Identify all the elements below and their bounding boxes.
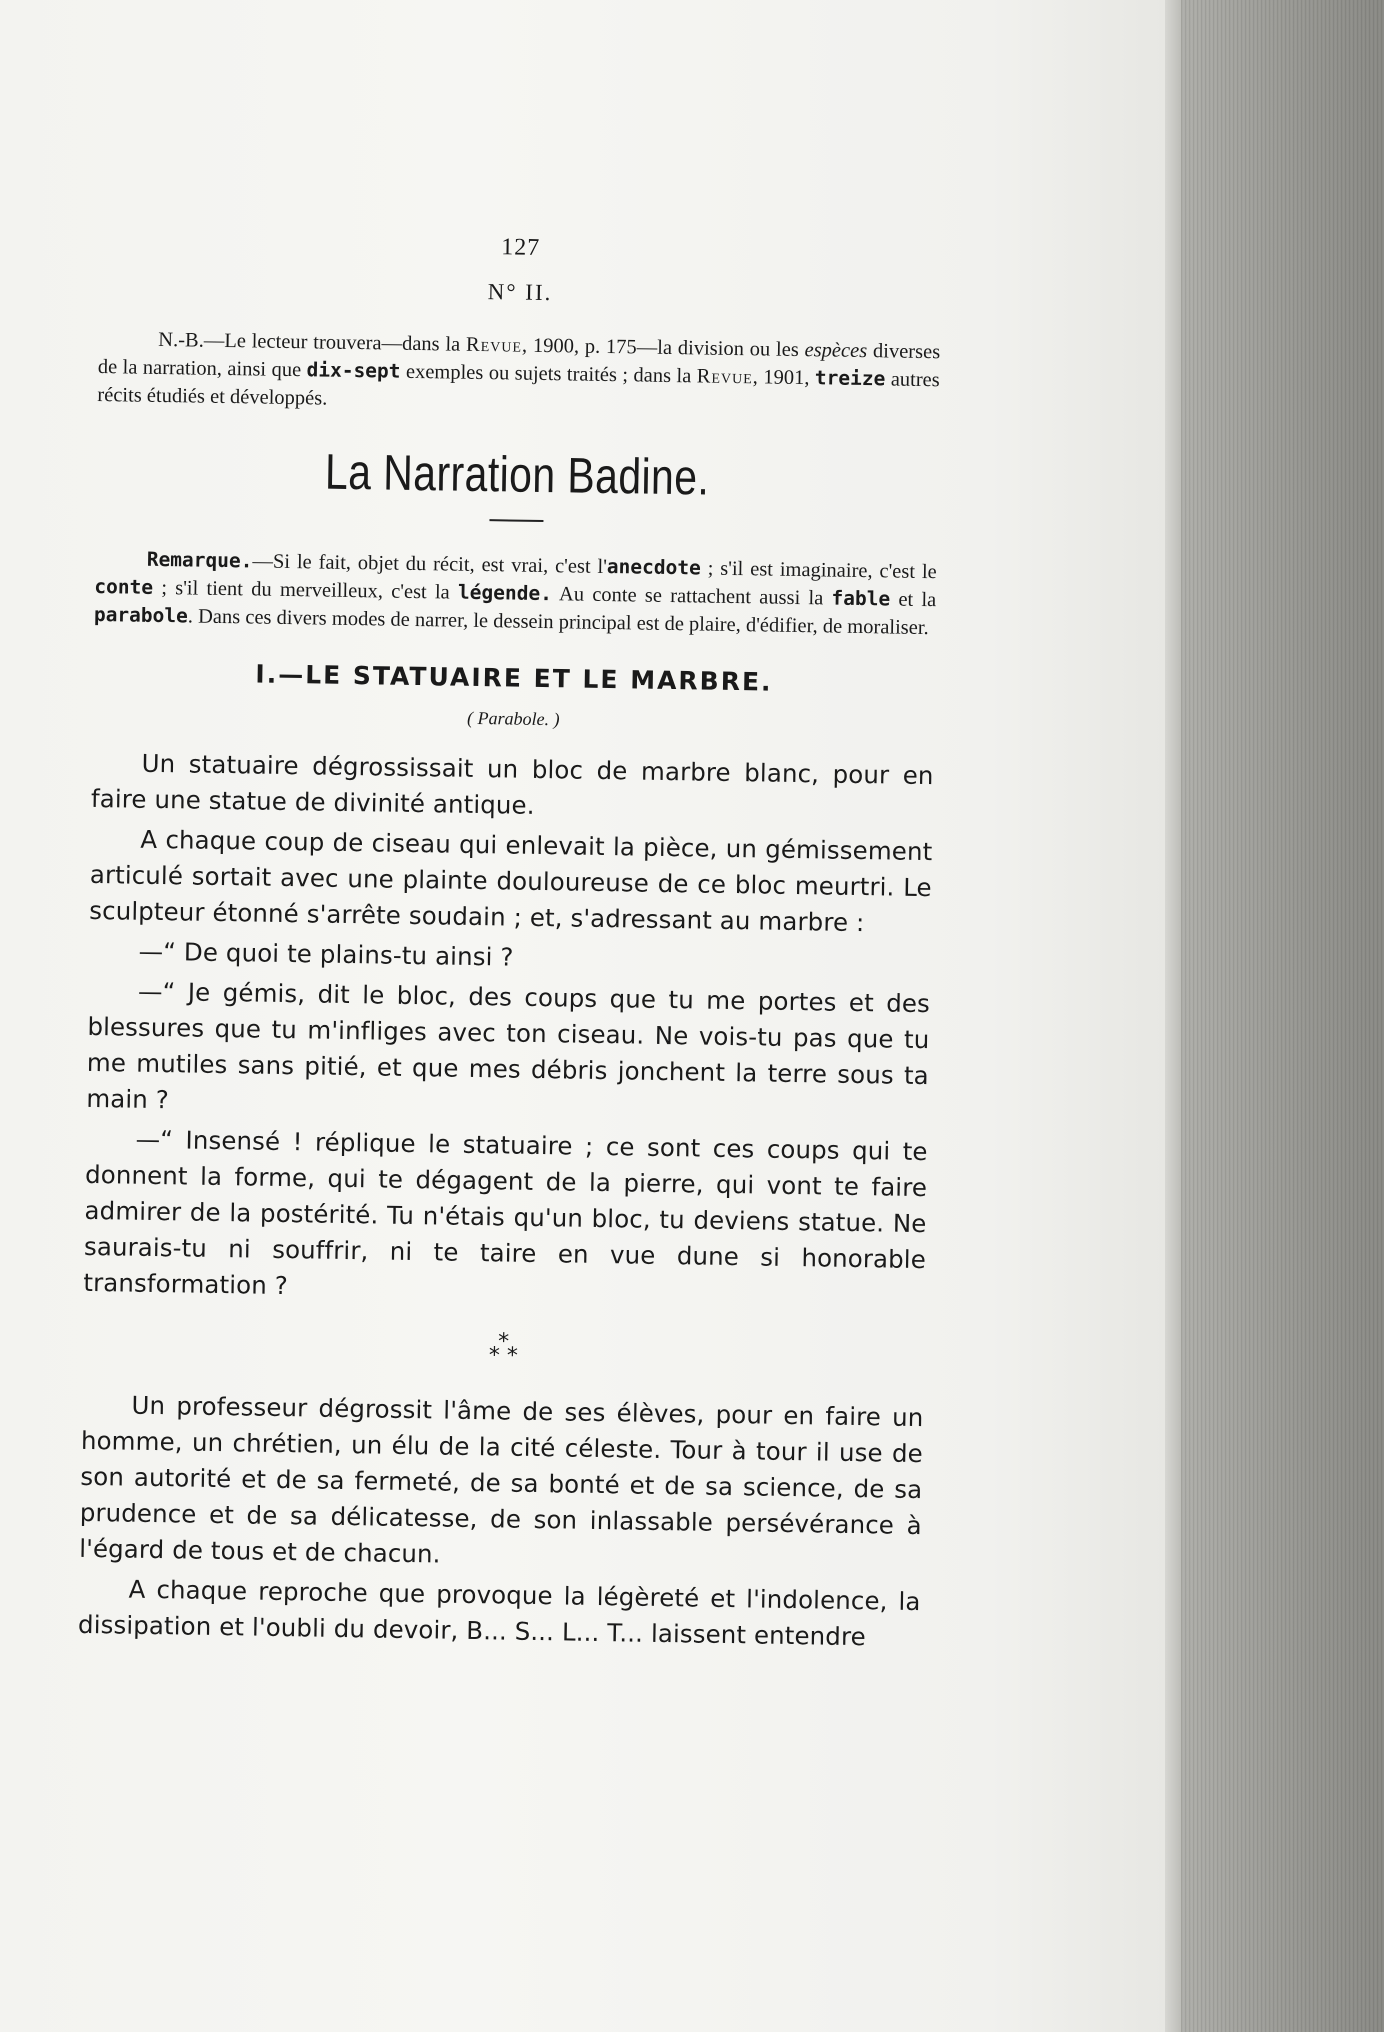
- paragraph: A chaque reproche que provoque la légèreté et l'indolence, la dissipation et l'oubli du devoir, B... S... L... T... laissent entendre: [77, 1574, 921, 1652]
- chapter-subtitle: ( Parabole. ): [466, 707, 560, 730]
- note-text: autres récits étudiés et développés.: [97, 368, 940, 410]
- book-fore-edge: [1165, 0, 1384, 2032]
- note-revue-1900: Revue: [465, 333, 523, 357]
- editorial-note: [97, 325, 940, 422]
- remark-text: Au conte se rattachent aussi la: [551, 583, 832, 610]
- remark-text: . Dans ces divers modes de narrer, le dessein principal est de plaire, d'édifier, de moraliser.: [187, 605, 929, 640]
- term-parabole: parabole: [93, 602, 189, 628]
- parable-text: [83, 745, 934, 1314]
- remark-label: Remarque.: [146, 547, 253, 573]
- term-anecdote: anecdote: [606, 555, 701, 580]
- main-title: La Narration Badine.: [324, 443, 710, 506]
- note-text: , 1901,: [752, 366, 816, 390]
- remark-text: ; s'il est imaginaire, c'est le: [700, 557, 937, 584]
- remark-text: ; s'il tient du merveilleux, c'est la: [152, 576, 459, 604]
- fore-edge-shadow: [1165, 0, 1181, 2032]
- remark-paragraph: [94, 545, 937, 642]
- note-revue-1901: Revue: [696, 365, 753, 389]
- note-treize: treize: [814, 366, 886, 391]
- asterism: * * *: [488, 1329, 519, 1369]
- title-rule: [489, 519, 543, 522]
- note-text: N.-B.—Le lecteur trouvera—dans la: [158, 328, 467, 356]
- term-fable: fable: [831, 586, 891, 611]
- remark-text: —Si le fait, objet du récit, est vrai, c'est l': [252, 550, 608, 579]
- paragraph: —“ Insensé ! réplique le statuaire ; ce sont ces coups qui te donnent la forme, qui te dégagent de la pierre, qui vont te faire admirer de la postérité. Tu n'étais qu'un bloc, tu deviens statue. Ne saurais-tu ni souffrir, ni te taire en vue dune si honorable transformation ?: [83, 1124, 928, 1301]
- paragraph: Un professeur dégrossit l'âme de ses élèves, pour en faire un homme, un chrétien, un élu de la cité céleste. Tour à tour il use de son autorité et de sa fermeté, de sa bonté et de sa science, de sa prudence et de sa délicatesse, de son inlassable persévérance à l'égard de tous et de chacun.: [79, 1390, 924, 1569]
- section-separator: [82, 1329, 924, 1370]
- page-number: 127: [501, 234, 541, 261]
- paragraph: A chaque coup de ciseau qui enlevait la pièce, un gémissement articulé sortait avec une plainte douloureuse de ce bloc meurtri. Le sculpteur étonné s'arrête soudain ; et, s'adressant au marbre :: [89, 824, 933, 938]
- note-text: exemples ou sujets traités ; dans la: [400, 360, 697, 388]
- paragraph: —“ Je gémis, dit le bloc, des coups que tu me portes et des blessures que tu m'infliges avec ton ciseau. Ne vois-tu pas que tu me mutiles sans pitié, et que mes débris jonchent la terre sous ta main ?: [86, 976, 931, 1115]
- remark-text: et la: [890, 588, 937, 612]
- chapter-title: I.—LE STATUAIRE ET LE MARBRE.: [255, 659, 773, 697]
- section-number: N° II.: [487, 279, 553, 306]
- paragraph: Un statuaire dégrossissait un bloc de marbre blanc, pour en faire une statue de divinité antique.: [90, 748, 934, 820]
- paragraph: —“ De quoi te plains-tu ainsi ?: [138, 936, 514, 972]
- note-text: diverses de la narration, ainsi que: [97, 340, 941, 382]
- note-text: , 1900, p. 175—la division ou les: [521, 334, 805, 362]
- note-dix-sept: dix-sept: [306, 358, 401, 383]
- application-text: [78, 1387, 924, 1656]
- term-conte: conte: [94, 574, 154, 599]
- term-legende: légende.: [457, 580, 553, 606]
- note-especes: espèces: [804, 339, 868, 363]
- page-content: [78, 228, 942, 1660]
